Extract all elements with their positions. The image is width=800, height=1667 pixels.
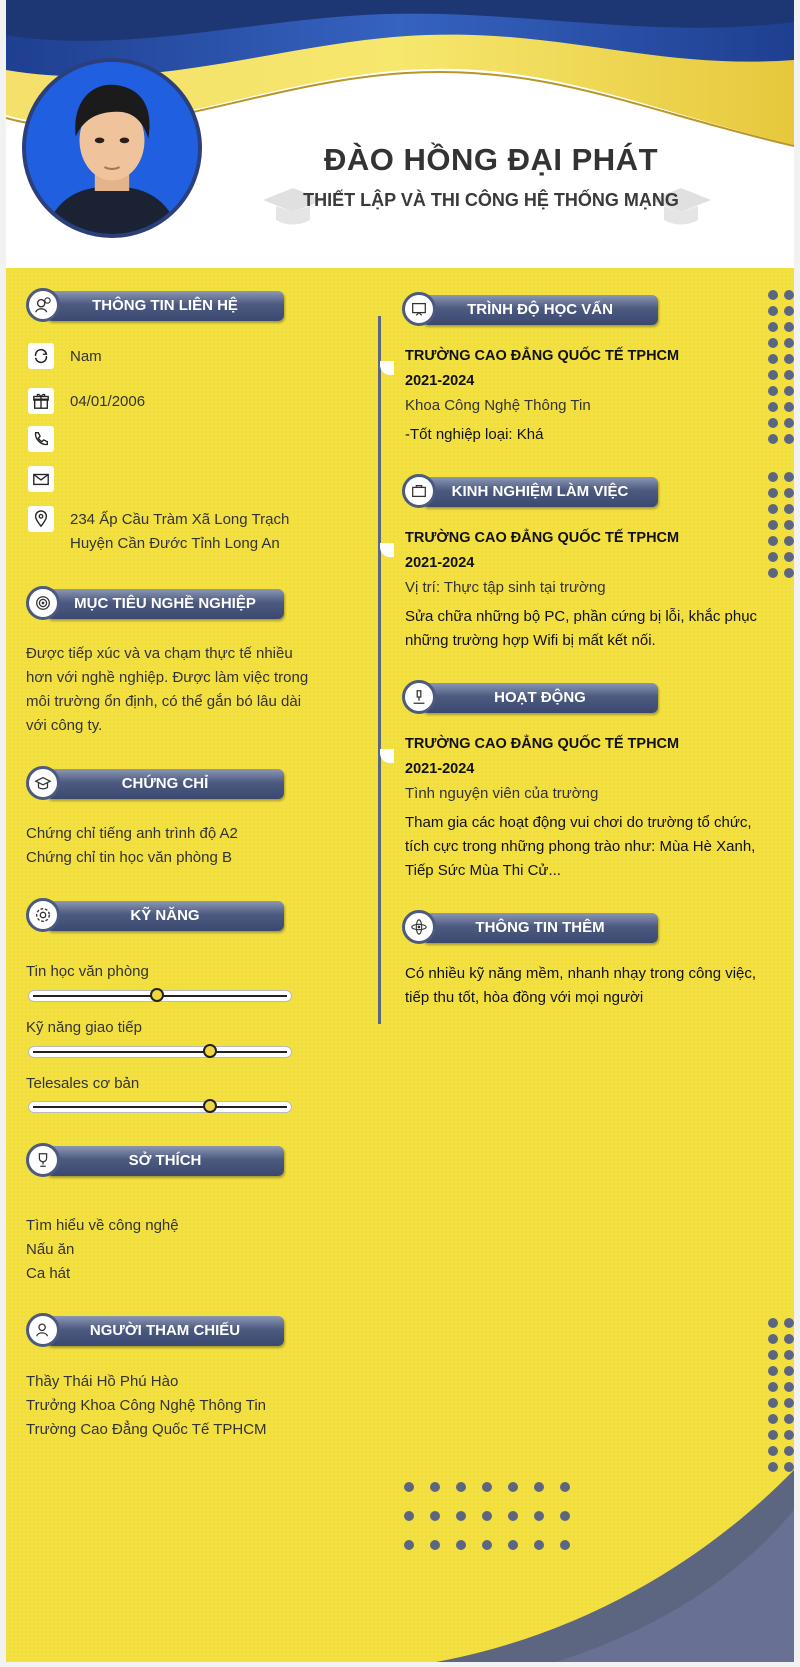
- section-heading-label: NGƯỜI THAM CHIẾU: [46, 1316, 284, 1346]
- objective-line: với công ty.: [26, 717, 103, 734]
- skill-label: Kỹ năng giao tiếp: [26, 1019, 142, 1036]
- email-icon: [28, 466, 54, 492]
- timeline-divider: [378, 316, 381, 1024]
- section-heading-extra: [402, 910, 658, 944]
- activities-org: TRƯỜNG CAO ĐẲNG QUỐC TẾ TPHCM: [405, 736, 680, 752]
- activities-desc-line: Tham gia các hoạt động vui chơi do trường tổ chức,: [405, 814, 752, 831]
- section-heading-label: SỞ THÍCH: [46, 1146, 284, 1176]
- section-heading-contact: [26, 288, 284, 322]
- resume-page: [6, 0, 794, 1662]
- skill-level-slider: [28, 1101, 292, 1113]
- phone-icon: [28, 426, 54, 452]
- section-heading-references: [26, 1313, 284, 1347]
- section-heading-label: HOẠT ĐỘNG: [422, 683, 658, 713]
- education-school: TRƯỜNG CAO ĐẲNG QUỐC TẾ TPHCM: [405, 348, 680, 364]
- experience-position: Vị trí: Thực tập sinh tại trường: [405, 579, 606, 596]
- reference-person-icon: [26, 1313, 60, 1347]
- briefcase-icon: [402, 474, 436, 508]
- objective-line: môi trường ổn định, có thể gắn bó lâu dài: [26, 693, 302, 710]
- objective-line: Được tiếp xúc và va chạm thực tế nhiều: [26, 645, 293, 662]
- education-years: 2021-2024: [405, 373, 475, 389]
- contact-address-line1: 234 Ấp Cầu Tràm Xã Long Trạch: [70, 511, 290, 528]
- activities-role: Tình nguyện viên của trường: [405, 785, 599, 802]
- profile-photo: [22, 58, 202, 238]
- skill-level-knob: [150, 988, 164, 1002]
- contact-address-line2: Huyện Cần Đước Tỉnh Long An: [70, 535, 280, 552]
- section-heading-education: [402, 292, 658, 326]
- education-board-icon: [402, 292, 436, 326]
- timeline-marker: [380, 361, 394, 375]
- dot-pattern-decoration: [768, 1318, 794, 1472]
- section-heading-label: THÔNG TIN LIÊN HỆ: [46, 291, 284, 321]
- experience-company: TRƯỜNG CAO ĐẲNG QUỐC TẾ TPHCM: [405, 530, 680, 546]
- reference-line: Trưởng Khoa Công Nghệ Thông Tin: [26, 1397, 267, 1414]
- dot-pattern-decoration: [768, 472, 794, 578]
- contact-icon: [26, 288, 60, 322]
- contact-gender: Nam: [70, 348, 102, 365]
- resume-header: [6, 0, 794, 268]
- activities-desc-line: Tiếp Sức Mùa Thi Cử...: [405, 862, 561, 879]
- person-portrait-icon: [26, 62, 198, 234]
- hobby-item: Ca hát: [26, 1265, 71, 1282]
- hobby-item: Nấu ăn: [26, 1241, 75, 1258]
- target-icon: [26, 586, 60, 620]
- footer-wave-decoration: [436, 1470, 794, 1662]
- microscope-icon: [402, 680, 436, 714]
- skill-label: Tin học văn phòng: [26, 963, 149, 980]
- reference-line: Thầy Thái Hồ Phú Hào: [26, 1373, 179, 1390]
- skill-level-knob: [203, 1099, 217, 1113]
- gear-icon: [26, 898, 60, 932]
- section-heading-label: TRÌNH ĐỘ HỌC VẤN: [422, 295, 658, 325]
- skill-level-knob: [203, 1044, 217, 1058]
- hobby-item: Tìm hiểu về công nghệ: [26, 1217, 179, 1234]
- reference-line: Trường Cao Đẳng Quốc Tế TPHCM: [26, 1421, 267, 1438]
- experience-years: 2021-2024: [405, 555, 475, 571]
- certificate-icon: [26, 766, 60, 800]
- location-pin-icon: [28, 506, 54, 532]
- objective-line: hơn với nghề nghiệp. Được làm việc trong: [26, 669, 309, 686]
- section-heading-certificates: [26, 766, 284, 800]
- certificate-item: Chứng chỉ tiếng anh trình độ A2: [26, 825, 238, 842]
- education-faculty: Khoa Công Nghệ Thông Tin: [405, 397, 591, 414]
- section-heading-objective: [26, 586, 284, 620]
- experience-desc-line: Sửa chữa những bộ PC, phần cứng bị lỗi, khắc phục: [405, 608, 758, 625]
- atom-icon: [402, 910, 436, 944]
- certificate-item: Chứng chỉ tin học văn phòng B: [26, 849, 233, 866]
- section-heading-label: KỸ NĂNG: [46, 901, 284, 931]
- contact-birthday: 04/01/2006: [70, 393, 146, 410]
- gender-icon: [28, 343, 54, 369]
- candidate-name: ĐÀO HỒNG ĐẠI PHÁT: [324, 142, 658, 177]
- objective-text: [26, 642, 322, 738]
- section-heading-label: MỤC TIÊU NGHỀ NGHIỆP: [46, 589, 284, 619]
- skill-level-slider: [28, 1046, 292, 1058]
- gift-icon: [28, 388, 54, 414]
- timeline-marker: [380, 543, 394, 557]
- activities-years: 2021-2024: [405, 761, 475, 777]
- extra-line: tiếp thu tốt, hòa đồng với mọi người: [405, 989, 644, 1006]
- skill-label: Telesales cơ bản: [26, 1075, 140, 1092]
- timeline-marker: [380, 749, 394, 763]
- section-heading-label: CHỨNG CHỈ: [46, 769, 284, 799]
- section-heading-label: THÔNG TIN THÊM: [422, 913, 658, 943]
- section-heading-label: KINH NGHIỆM LÀM VIỆC: [422, 477, 658, 507]
- education-note: -Tốt nghiệp loại: Khá: [405, 426, 544, 443]
- section-heading-experience: [402, 474, 658, 508]
- section-heading-skills: [26, 898, 284, 932]
- skill-level-slider: [28, 990, 292, 1002]
- activities-desc-line: tích cực trong những phong trào như: Mùa Hè Xanh,: [405, 838, 756, 855]
- dot-pattern-decoration: [768, 290, 794, 444]
- section-heading-activities: [402, 680, 658, 714]
- experience-desc-line: những trường hợp Wifi bị mất kết nối.: [405, 632, 656, 649]
- extra-line: Có nhiều kỹ năng mềm, nhanh nhạy trong công việc,: [405, 965, 757, 982]
- section-heading-hobbies: [26, 1143, 284, 1177]
- trophy-icon: [26, 1143, 60, 1177]
- candidate-title: THIẾT LẬP VÀ THI CÔNG HỆ THỐNG MẠNG: [303, 190, 679, 210]
